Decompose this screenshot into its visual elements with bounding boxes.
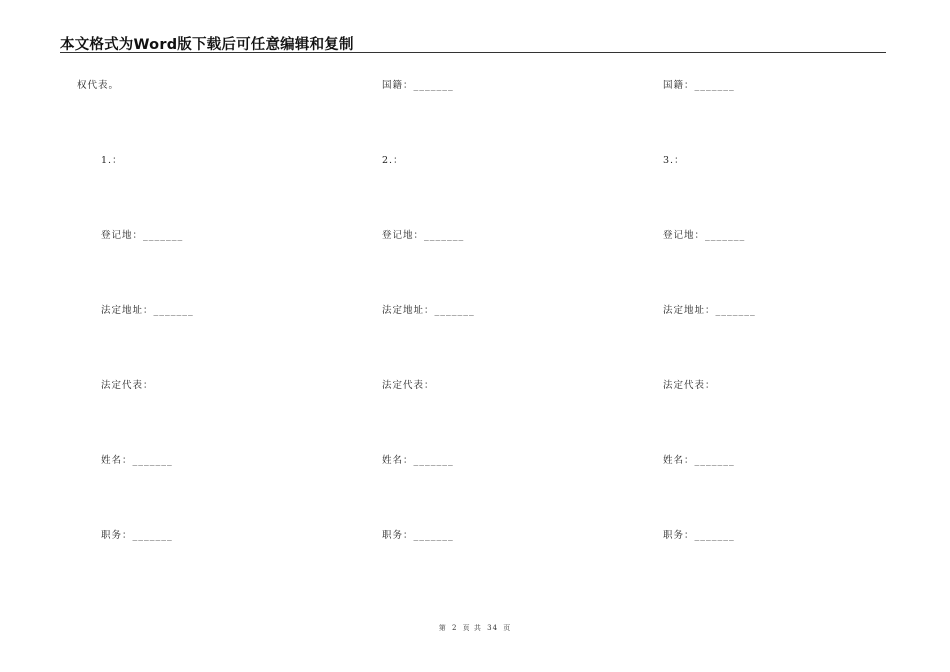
footer-mid: 页 共 [462, 624, 482, 632]
legal-address-2: 法定地址：_______ [382, 305, 475, 316]
legal-representative-3: 法定代表： [663, 380, 716, 391]
position-field-3: 职务：_______ [663, 530, 735, 541]
page-footer [0, 623, 950, 633]
footer-suffix: 页 [503, 624, 512, 632]
header-divider [60, 52, 886, 53]
total-page-count: 34 [487, 624, 499, 632]
name-field-2: 姓名：_______ [382, 455, 454, 466]
legal-address-1: 法定地址：_______ [101, 305, 194, 316]
name-field-1: 姓名：_______ [101, 455, 173, 466]
legal-representative-1: 法定代表： [101, 380, 154, 391]
text-row1-col1: 权代表。 [77, 80, 120, 91]
text-row1-col3: 国籍：_______ [663, 80, 735, 91]
legal-address-3: 法定地址：_______ [663, 305, 756, 316]
current-page-number: 2 [451, 624, 458, 632]
position-field-2: 职务：_______ [382, 530, 454, 541]
party-number-2: 2.： [382, 155, 404, 166]
document-header-title: 本文格式为Word版下载后可任意编辑和复制 [60, 37, 354, 53]
party-number-3: 3.： [663, 155, 685, 166]
registered-place-3: 登记地：_______ [663, 230, 746, 241]
name-field-3: 姓名：_______ [663, 455, 735, 466]
party-number-1: 1.： [101, 155, 123, 166]
position-field-1: 职务：_______ [101, 530, 173, 541]
text-row1-col2: 国籍：_______ [382, 80, 454, 91]
legal-representative-2: 法定代表： [382, 380, 435, 391]
registered-place-1: 登记地：_______ [101, 230, 184, 241]
registered-place-2: 登记地：_______ [382, 230, 465, 241]
footer-prefix: 第 [438, 624, 447, 632]
